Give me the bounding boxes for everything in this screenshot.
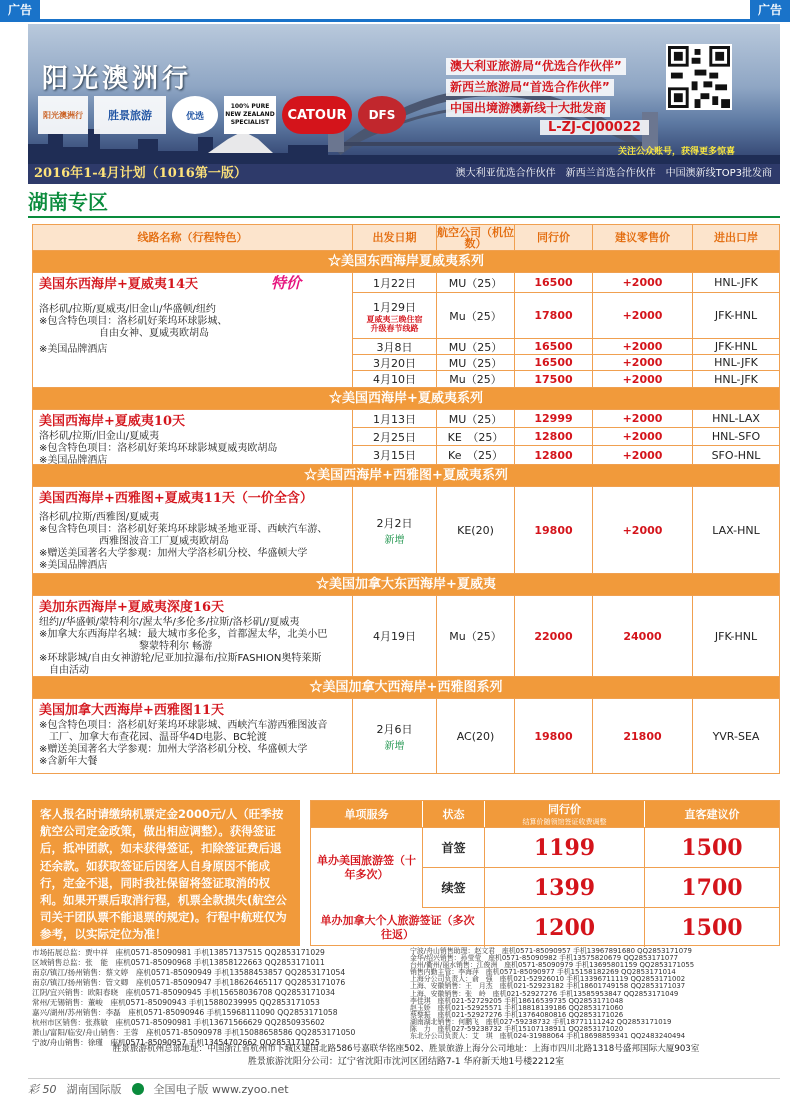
peer-price: 19800 [515,699,593,773]
contact-line: 杭州市区销售：张燕敏 座机0571-85090981 手机13671566629 QQ2850935602 [32,1018,325,1027]
route-desc: 黎蒙特利尔 畅游 [39,641,213,652]
route-desc: 工厂、加拿大布查花园、温哥华4D电影、BC轮渡 [39,732,267,743]
aussie-specialist-logo: 优选 [172,96,218,134]
visa-header [311,801,779,827]
contact-line: 萧山/富阳/临安/舟山销售：王蓉 座机0571-85090978 手机15088658586 QQ2853171050 [32,1028,356,1037]
route-desc: ※加拿大东西海岸名城：最大城市多伦多，首都渥太华，北美小巴 [39,629,328,640]
depart-date: 3月15日 [353,446,437,464]
table-header [33,225,779,251]
visa-service: 单办加拿大个人旅游签证（多次往返） [311,908,485,947]
retail-price: 24000 [593,596,693,676]
dfs-logo: DFS [358,96,406,134]
depart-date [353,487,437,573]
col-date: 出发日期 [353,225,437,250]
address-block [32,1043,780,1069]
airline: MU（25） [437,410,515,427]
route-title: 美国西海岸+西雅图+夏威夷11天（一价全含） [39,491,313,506]
table-row [353,699,779,773]
contact-column-1 [32,948,392,1038]
route-rows [353,273,779,387]
contact-list [32,948,780,1040]
route-rows [353,699,779,773]
peer-price: 12800 [515,428,593,445]
peer-price: 17500 [515,371,593,387]
route-desc: 自由活动 [39,665,89,676]
depart-date: 3月20日 [353,355,437,370]
route-rows [353,596,779,676]
route-desc: ※赠送美国著名大学参观：加州大学洛杉矶分校、华盛顿大学 [39,548,308,559]
route-title: 美国加拿大西海岸+西雅图11天 [39,703,224,718]
route-desc: 洛杉矶/拉斯/夏威夷/旧金山/华盛顿/纽约 [39,304,216,315]
port: HNL-SFO [711,430,761,443]
route-desc: ※含新年大餐 [39,756,98,767]
contact-line: 金华/绍兴销售：孙莹莹 座机0571-85090982 手机13575820679 QQ2853171077 [410,954,679,963]
peer-price: 12999 [515,410,593,427]
partner-line-1: 澳大利亚旅游局“优选合作伙伴” [446,58,626,75]
depart-date: 3月8日 [353,339,437,354]
route-desc: 纽约//华盛顿/蒙特利尔/渥太华/多伦多/拉斯/洛杉矶//夏威夷 [39,617,300,628]
contact-line: 赵玉娇 座机021-52925571 手机18818139186 QQ2853171060 [410,1003,624,1012]
region-divider [28,216,780,218]
col-retail-price: 建议零售价 [593,225,693,250]
site-link[interactable]: 全国电子版 www.zyoo.net [153,1082,289,1096]
table-row [353,428,779,446]
section-heading: ☆美国东西海岸夏威夷系列 [33,251,779,273]
contact-line: 上海分公司负责人：俞 强 座机021-52926010 手机13396711119 QQ2853171002 [410,975,686,984]
airline: Mu（25） [437,293,515,338]
qr-caption: 关注公众账号，获得更多惊喜 [618,147,736,157]
route-group [33,487,779,574]
new-badge: 新增 [384,534,405,546]
brand-title: 阳光澳洲行 [42,64,193,94]
plan-bar [28,164,780,184]
port: HNL-JFK [714,276,758,289]
table-row [353,410,779,428]
contact-line: 宁波/舟山销售助理：赵文君 座机0571-85090957 手机13967891680 QQ2853171079 [410,947,692,955]
col-port: 进出口岸 [714,231,758,244]
visa-col-status: 状态 [423,801,485,827]
retail-price: 21800 [593,699,693,773]
partner-line-3: 中国出境游澳新线十大批发商 [446,100,610,117]
route-desc: ※赠送美国著名大学参观：加州大学洛杉矶分校、华盛顿大学 [39,744,308,755]
port: JFK-HNL [714,309,758,322]
route-group [33,410,779,465]
contact-line: 东北分公司负责人：艾 琪 座机024-31988064 手机18698859341 QQ2483240494 [410,1032,686,1041]
route-group [33,596,779,677]
plan-title: 2016年1-4月计划（1016第一版） [34,166,247,181]
peer-price: 19800 [515,487,593,573]
table-row [353,339,779,355]
visa-peer-label: 同行价 [548,803,581,816]
booking-notice: 客人报名时请缴纳机票定金2000元/人（旺季按航空公司定金政策，做出相应调整）。获得签证后，抵冲团款，如未获得签证，扣除签证费后退还余款。如获取签证后因客人自身原因不能成行，定金不退，同时我社保留将签证取消的权利。如果开票后取消行程，机票全款损失(航空公司关于团队票不能退票的规定)。行程中航班仅为参考，以实际定位为准！ [32,800,300,946]
contact-column-2 [410,948,780,1040]
contact-line: 蔡黎振 座机021-52927276 手机13764080816 QQ2853171026 [410,1010,624,1019]
route-rows [353,487,779,573]
airline: Ke （25） [437,446,515,464]
table-row [353,355,779,371]
visa-status: 续签 [423,868,485,907]
port: LAX-HNL [712,523,760,537]
table-row [353,273,779,293]
visa-service: 单办美国旅游签（十年多次） [311,828,423,908]
table-row [353,446,779,464]
date-note: 夏威夷三晚住宿升级春节线路 [366,314,423,333]
retail-price: +2000 [593,273,693,292]
route-desc: ※包含特色项目：洛杉矶好莱坞环球影城、 [39,316,228,327]
route-desc: ※美国品牌酒店 [39,560,108,571]
route-desc: 西雅图波音工厂夏威夷欧胡岛 [39,536,229,547]
new-badge: 新增 [384,740,405,752]
contact-line: 南京/镇江/扬州销售：蔡文婷 座机0571-85090949 手机13588453857 QQ2853171054 [32,968,346,977]
route-desc: 自由女神、夏威夷欧胡岛 [39,328,209,339]
route-title: 美国西海岸+夏威夷10天 [39,414,185,429]
partner-line-2: 新西兰旅游局“首选合作伙伴” [446,79,614,96]
peer-price: 16500 [515,273,593,292]
peer-price: 17800 [515,293,593,338]
peer-price: 16500 [515,355,593,370]
plan-subtitle: 澳大利亚优选合作伙伴 新西兰首选合作伙伴 中国澳新线TOP3批发商 [455,168,772,179]
visa-status: 首签 [423,828,485,867]
col-airline: 航空公司（机位数） [437,225,514,250]
contact-line: 市场拓展总监：贾中祥 座机0571-85090981 手机13857137515 QQ2853171029 [32,948,325,957]
route-info [33,699,353,773]
contact-line: 李佳琪 座机021-52729205 手机18616539735 QQ2853171048 [410,996,624,1005]
retail-price: +2000 [593,487,693,573]
visa-retail-price: 1700 [681,874,743,901]
contact-line: 上海、安徽销售：王 月杰 座机021-52923182 手机18601749158 QQ2853171037 [410,982,686,991]
address-line: 胜景旅游沈阳分公司：辽宁省沈阳市沈河区团结路7-1 华府新天地1号楼2212室 [247,1057,565,1067]
route-title: 美加东西海岸+夏威夷深度16天 [39,600,224,615]
contact-line: 湖南湖北销售：何鹏飞 座机027-59238732 手机18771111242 QQ2853171019 [410,1017,672,1026]
depart-date: 1月22日 [353,273,437,292]
port: JFK-HNL [714,340,758,353]
route-desc: ※包含特色项目：洛杉矶好莱坞环球影城夏威夷欧胡岛 [39,443,278,454]
edition-label: 湖南国际版 [66,1082,122,1096]
route-info [33,410,353,464]
route-desc: 洛杉矶/拉斯/西雅图/夏威夷 [39,512,160,523]
retail-price: +2000 [593,339,693,354]
depart-date: 1月13日 [353,410,437,427]
retail-price: +2000 [593,446,693,464]
retail-price: +2000 [593,371,693,387]
port: JFK-HNL [714,629,758,643]
address-line: 胜景旅游杭州总部地址：中国浙江省杭州市下城区建国北路586号嘉联华铭座502、胜景旅游上海分公司地址：上海市四川北路1318号盛邦国际大厦903室 [112,1044,700,1054]
depart-date [353,699,437,773]
depart-date: 4月19日 [353,596,437,676]
route-desc: ※美国品牌酒店 [39,455,108,466]
route-desc: ※环球影城/自由女神游轮/尼亚加拉瀑布/拉斯FASHION奥特莱斯 [39,653,322,664]
visa-col-retail: 直客建议价 [684,808,740,821]
depart-date [353,293,437,338]
contact-line: 陈 力 座机027-59238732 手机15107138911 QQ2853171020 [410,1025,624,1034]
contact-line: 常州/无锡销售：董峻 座机0571-85090943 手机15880239995 QQ2853171053 [32,998,320,1007]
route-info [33,487,353,573]
visa-row [311,907,779,947]
contact-line: 宁波/舟山销售：徐瑾 座机0571-85090957 手机13454702662 QQ2853171025 [32,1038,320,1047]
col-peer-price: 同行价 [515,225,593,250]
section-heading: ☆美国西海岸+夏威夷系列 [33,388,779,410]
shengjing-logo: 胜景旅游 [94,96,166,134]
contact-line: 销售内勤主管：李海萍 座机0571-85090977 手机15158182269 QQ2853171014 [410,968,676,977]
section-heading: ☆美国加拿大东西海岸+夏威夷 [33,574,779,596]
peer-price: 12800 [515,446,593,464]
visa-peer-price: 1199 [485,828,645,867]
top-divider [0,19,790,22]
route-rows [353,410,779,464]
contact-line: 区域销售总监：张 能 座机0571-85090968 手机13858122663 QQ2853171011 [32,958,325,967]
page-number: 彩 50 [28,1082,57,1096]
airline: Mu（25） [437,596,515,676]
contact-line: 嘉兴/湖州/苏州销售：李磊 座机0571-85090946 手机15968111090 QQ2853171058 [32,1008,338,1017]
date-text: 2月2日 [376,516,413,530]
table-row [353,293,779,339]
date-text: 1月29日 [373,300,416,314]
catour-logo: CATOUR [282,96,352,134]
section-heading: ☆美国加拿大西海岸+西雅图系列 [33,677,779,699]
visa-table [310,800,780,946]
visa-peer-price: 1200 [485,908,645,947]
contact-line: 南京/镇江/扬州销售：管文卿 座机0571-85090947 手机18626465117 QQ2853171076 [32,978,346,987]
visa-col-peer [485,801,645,827]
ad-tag-right: 广告 [750,0,790,20]
visa-peer-note: 结算价随领馆签证收费调整 [522,818,607,826]
col-route: 线路名称（行程特色） [33,225,353,250]
retail-price: +2000 [593,428,693,445]
port: HNL-LAX [712,412,760,425]
visa-row [311,827,779,881]
port: SFO-HNL [711,448,761,462]
airline: Mu（25） [437,371,515,387]
depart-date: 4月10日 [353,371,437,387]
route-info [33,273,353,387]
airline: MU（25） [437,339,515,354]
airline: KE(20) [437,487,515,573]
depart-date: 2月25日 [353,428,437,445]
retail-price: +2000 [593,355,693,370]
contact-line: 上海、安徽销售：张 岭 座机021-52927276 手机13585953847 QQ2853171049 [410,989,679,998]
airline: KE （25） [437,428,515,445]
table-row [353,371,779,387]
route-group [33,699,779,773]
route-desc: ※美国品牌酒店 [39,344,108,355]
route-desc: 洛杉矶/拉斯/旧金山/夏威夷 [39,431,160,442]
visa-peer-price: 1399 [485,868,645,907]
banner [28,24,780,164]
ad-tag-left: 广告 [0,0,40,20]
page-footer [28,1078,780,1098]
date-text: 2月6日 [376,722,413,736]
airline: MU（25） [437,355,515,370]
region-title: 湖南专区 [28,190,108,214]
route-title: 美国东西海岸+夏威夷14天 [39,277,198,292]
port: HNL-JFK [714,372,758,386]
qr-code-icon[interactable] [666,44,732,110]
route-info [33,596,353,676]
nz-specialist-logo: 100% PURE NEW ZEALAND SPECIALIST [224,96,276,134]
section-heading: ☆美国西海岸+西雅图+夏威夷系列 [33,465,779,487]
route-desc: ※包含特色项目：洛杉矶好莱坞环球影城圣地亚哥、西峡汽车游、 [39,524,328,535]
route-table [32,224,780,774]
peer-price: 16500 [515,339,593,354]
retail-price: +2000 [593,293,693,338]
special-price-tag: 特价 [271,274,302,292]
visa-retail-price: 1500 [681,914,743,941]
peer-price: 22000 [515,596,593,676]
retail-price: +2000 [593,410,693,427]
table-row [353,487,779,573]
port: HNL-JFK [714,356,758,369]
airline: AC(20) [437,699,515,773]
license-number: L-ZJ-CJ00022 [540,120,649,135]
sunshine-logo: 阳光澳洲行 [38,96,88,134]
contact-line: 台州/衢州/丽水销售：江俊洲 座机0571-85090979 手机13695801159 QQ2853171055 [410,961,695,970]
edition-globe-icon [132,1083,144,1095]
contact-line: 江阴/宜兴销售：欧阳春晓 座机0571-85090945 手机15658036708 QQ2853171034 [32,988,336,997]
visa-col-service: 单项服务 [311,801,423,827]
table-row [353,596,779,676]
airline: MU（25） [437,273,515,292]
port: YVR-SEA [712,729,760,743]
route-group [33,273,779,388]
route-desc: ※包含特色项目：洛杉矶好莱坞环球影城、西峡汽车游西雅图波音 [39,720,328,731]
visa-retail-price: 1500 [681,834,743,861]
